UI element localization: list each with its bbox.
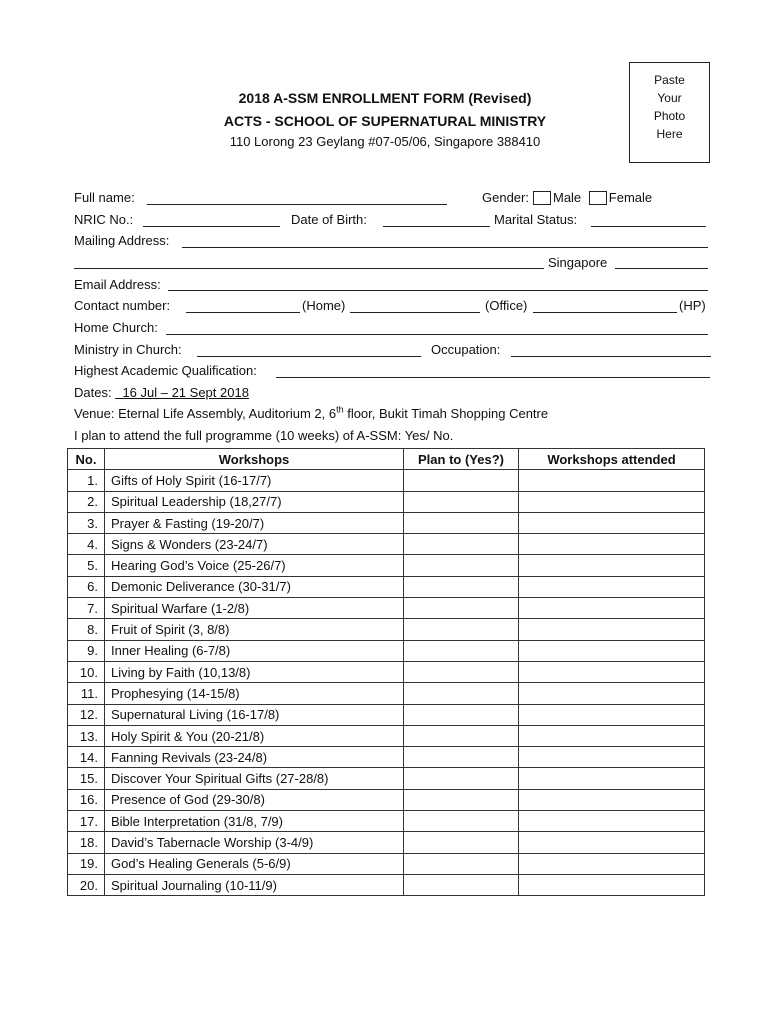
workshop-attended-cell[interactable] [519,832,705,853]
mailing-address-label: Mailing Address: [74,233,170,248]
workshop-attended-cell[interactable] [519,811,705,832]
workshop-number: 11. [68,683,105,704]
workshops-table-body [68,470,705,896]
workshop-attended-cell[interactable] [519,598,705,619]
plan-to-attend-cell[interactable] [404,534,519,555]
workshop-number: 17. [68,811,105,832]
workshop-name: Spiritual Warfare (1-2/8) [105,598,404,619]
plan-to-attend-cell[interactable] [404,725,519,746]
office-phone-field[interactable] [350,312,480,313]
workshop-number: 6. [68,576,105,597]
workshop-number: 14. [68,747,105,768]
workshop-attended-cell[interactable] [519,704,705,725]
plan-to-attend-cell[interactable] [404,747,519,768]
school-name: ACTS - SCHOOL OF SUPERNATURAL MINISTRY [223,113,547,129]
column-header-attended: Workshops attended [519,449,705,470]
workshop-name: Signs & Wonders (23-24/7) [105,534,404,555]
plan-to-attend-cell[interactable] [404,491,519,512]
workshop-attended-cell[interactable] [519,534,705,555]
workshop-name: God’s Healing Generals (5-6/9) [105,853,404,874]
mobile-phone-label: (HP) [679,298,706,313]
email-field[interactable] [168,290,708,291]
workshop-name: Presence of God (29-30/8) [105,789,404,810]
qualification-field[interactable] [276,377,710,378]
plan-to-attend-cell[interactable] [404,576,519,597]
photo-box-line: Your [657,91,682,105]
marital-status-label: Marital Status: [494,212,578,227]
mailing-address-field-line2[interactable] [74,268,544,269]
column-header-no: No. [68,449,105,470]
full-name-label: Full name: [74,190,135,205]
male-checkbox[interactable] [533,191,551,205]
plan-to-attend-cell[interactable] [404,555,519,576]
mobile-phone-field[interactable] [533,312,677,313]
workshop-attended-cell[interactable] [519,491,705,512]
photo-box-line: Photo [653,109,686,123]
photo-box-line: Paste [654,73,685,87]
workshops-table [67,448,705,896]
table-row [68,704,705,725]
table-row [68,811,705,832]
table-row [68,598,705,619]
table-row [68,576,705,597]
column-header-workshops: Workshops [105,449,404,470]
column-header-plan: Plan to (Yes?) [404,449,519,470]
workshop-attended-cell[interactable] [519,725,705,746]
venue-superscript: th [336,404,344,415]
workshop-attended-cell[interactable] [519,555,705,576]
dates-label: Dates: [74,385,112,400]
plan-to-attend-cell[interactable] [404,874,519,895]
workshop-number: 13. [68,725,105,746]
workshop-number: 3. [68,512,105,533]
home-church-field[interactable] [166,334,708,335]
table-row [68,853,705,874]
full-programme-question: I plan to attend the full programme (10 weeks) of A-SSM: Yes/ No. [74,428,454,443]
ministry-field[interactable] [197,356,421,357]
table-row [68,789,705,810]
dob-field[interactable] [383,226,490,227]
plan-to-attend-cell[interactable] [404,789,519,810]
table-row [68,512,705,533]
workshop-number: 7. [68,598,105,619]
table-row [68,747,705,768]
venue-text: Venue: Eternal Life Assembly, Auditorium 2, 6 [74,406,337,421]
dob-label: Date of Birth: [291,212,367,227]
table-row [68,619,705,640]
photo-box-line: Here [656,127,683,141]
plan-to-attend-cell[interactable] [404,683,519,704]
plan-to-attend-cell[interactable] [404,598,519,619]
workshop-name: Holy Spirit & You (20-21/8) [105,725,404,746]
table-row [68,470,705,491]
venue-text-rest: floor, Bukit Timah Shopping Centre [343,406,549,421]
table-row [68,683,705,704]
workshop-name: Fanning Revivals (23-24/8) [105,747,404,768]
workshop-attended-cell[interactable] [519,576,705,597]
gender-label [482,190,652,206]
workshop-number: 2. [68,491,105,512]
plan-to-attend-cell[interactable] [404,768,519,789]
plan-to-attend-cell[interactable] [404,512,519,533]
contact-number-label: Contact number: [74,298,171,313]
plan-to-attend-cell[interactable] [404,704,519,725]
marital-status-field[interactable] [591,226,706,227]
workshop-attended-cell[interactable] [519,470,705,491]
workshop-attended-cell[interactable] [519,747,705,768]
workshop-number: 18. [68,832,105,853]
postal-code-field[interactable] [615,268,708,269]
workshop-name: Inner Healing (6-7/8) [105,640,404,661]
workshop-attended-cell[interactable] [519,683,705,704]
workshop-number: 10. [68,661,105,682]
plan-to-attend-cell[interactable] [404,640,519,661]
plan-to-attend-cell[interactable] [404,832,519,853]
workshop-name: David’s Tabernacle Worship (3-4/9) [105,832,404,853]
workshop-name: Prophesying (14-15/8) [105,683,404,704]
table-row [68,874,705,895]
ministry-label: Ministry in Church: [74,342,182,357]
workshop-attended-cell[interactable] [519,874,705,895]
plan-to-attend-cell[interactable] [404,619,519,640]
home-phone-field[interactable] [186,312,300,313]
workshop-name: Hearing God’s Voice (25-26/7) [105,555,404,576]
workshop-name: Demonic Deliverance (30-31/7) [105,576,404,597]
nric-label: NRIC No.: [74,212,134,227]
singapore-label: Singapore [548,255,608,270]
workshop-number: 15. [68,768,105,789]
workshop-attended-cell[interactable] [519,853,705,874]
workshop-number: 5. [68,555,105,576]
dates-value: 16 Jul – 21 Sept 2018 [122,385,249,400]
venue-line [74,406,548,422]
nric-field[interactable] [143,226,280,227]
workshop-name: Living by Faith (10,13/8) [105,661,404,682]
workshop-attended-cell[interactable] [519,512,705,533]
table-row [68,491,705,512]
workshop-name: Prayer & Fasting (19-20/7) [105,512,404,533]
occupation-label: Occupation: [431,342,501,357]
table-row [68,640,705,661]
qualification-label: Highest Academic Qualification: [74,363,257,378]
workshop-name: Supernatural Living (16-17/8) [105,704,404,725]
female-checkbox[interactable] [589,191,607,205]
full-name-field[interactable] [147,204,447,205]
female-label: Female [608,190,653,205]
workshop-number: 9. [68,640,105,661]
workshop-number: 12. [68,704,105,725]
office-phone-label: (Office) [485,298,528,313]
gender-label-text: Gender: [482,190,529,205]
home-phone-label: (Home) [302,298,346,313]
table-row [68,534,705,555]
school-address: 110 Lorong 23 Geylang #07-05/06, Singapore 388410 [229,134,541,149]
mailing-address-field[interactable] [182,247,708,248]
plan-to-attend-cell[interactable] [404,470,519,491]
home-church-label: Home Church: [74,320,158,335]
workshop-name: Spiritual Journaling (10-11/9) [105,874,404,895]
workshop-attended-cell[interactable] [519,661,705,682]
table-row [68,832,705,853]
workshop-attended-cell[interactable] [519,768,705,789]
workshop-name: Gifts of Holy Spirit (16-17/7) [105,470,404,491]
workshop-name: Discover Your Spiritual Gifts (27-28/8) [105,768,404,789]
occupation-field[interactable] [511,356,711,357]
workshop-attended-cell[interactable] [519,789,705,810]
plan-to-attend-cell[interactable] [404,853,519,874]
workshop-number: 16. [68,789,105,810]
plan-to-attend-cell[interactable] [404,811,519,832]
dates-line [74,385,249,401]
table-header-row [68,449,705,470]
table-row [68,555,705,576]
email-label: Email Address: [74,277,161,292]
table-row [68,768,705,789]
form-title: 2018 A-SSM ENROLLMENT FORM (Revised) [238,90,532,106]
workshop-number: 20. [68,874,105,895]
workshop-attended-cell[interactable] [519,619,705,640]
workshop-number: 8. [68,619,105,640]
workshop-name: Spiritual Leadership (18,27/7) [105,491,404,512]
workshop-attended-cell[interactable] [519,640,705,661]
table-row [68,725,705,746]
male-label: Male [552,190,582,205]
table-row [68,661,705,682]
plan-to-attend-cell[interactable] [404,661,519,682]
workshop-number: 19. [68,853,105,874]
workshop-number: 1. [68,470,105,491]
workshop-name: Fruit of Spirit (3, 8/8) [105,619,404,640]
workshop-name: Bible Interpretation (31/8, 7/9) [105,811,404,832]
workshop-number: 4. [68,534,105,555]
